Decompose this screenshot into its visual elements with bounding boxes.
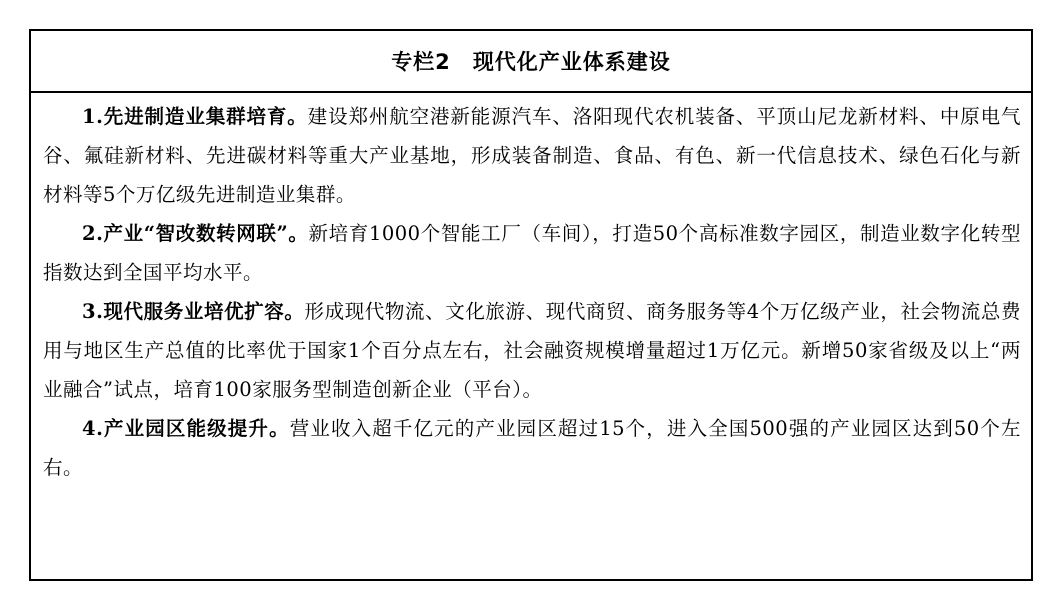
column-label: 专栏2 [391,50,451,74]
item-paragraph [43,409,1021,487]
item-text: 建设郑州航空港新能源汽车、洛阳现代农机装备、平顶山尼龙新材料、中原电气谷、氟硅新材料、先进碳材料等重大产业基地，形成装备制造、食品、有色、新一代信息技术、绿色石化与新材料等5个万亿级先进制造业集群。 [43,105,1021,206]
item-paragraph [43,292,1021,409]
column-header [31,31,1031,93]
item-text: 新培育1000个智能工厂（车间），打造50个高标准数字园区，制造业数字化转型指数达到全国平均水平。 [43,222,1021,284]
item-heading: 1.先进制造业集群培育。 [82,105,308,128]
item-heading: 2.产业“智改数转网联”。 [82,222,309,245]
item-text: 形成现代物流、文化旅游、现代商贸、商务服务等4个万亿级产业，社会物流总费用与地区生产总值的比率优于国家1个百分点左右，社会融资规模增量超过1万亿元。新增50家省级及以上“两业融合”试点，培育100家服务型制造创新企业（平台）。 [43,300,1021,401]
item-heading: 3.现代服务业培优扩容。 [82,300,305,323]
item-text: 营业收入超千亿元的产业园区超过15个，进入全国500强的产业园区达到50个左右。 [43,417,1021,479]
column-body [31,93,1031,487]
column-box [29,29,1033,581]
item-paragraph [43,214,1021,292]
column-title: 现代化产业体系建设 [472,50,671,74]
item-heading: 4.产业园区能级提升。 [82,417,290,440]
item-paragraph [43,97,1021,214]
